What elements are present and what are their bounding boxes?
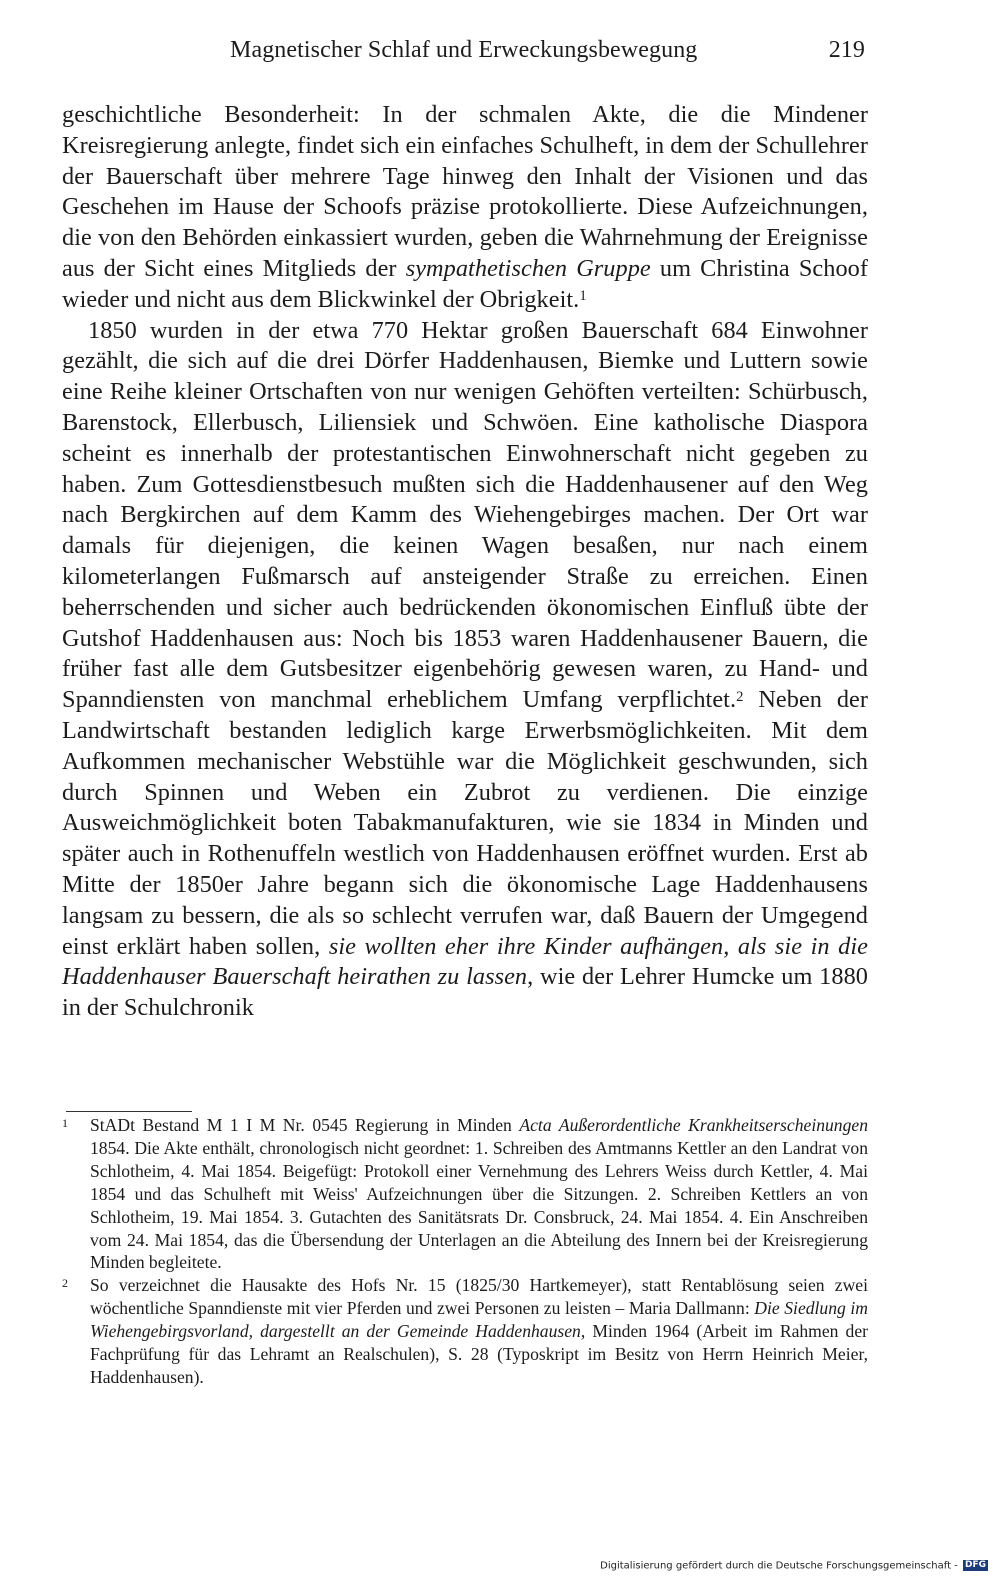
text-span: geschichtliche Besonderheit: In der schmalen Akte, die die Mindener Kreisregierung anlegte, findet sich ein einfaches Schulheft, in dem der Schullehrer der Bauerschaft über mehrere Tage hinweg den Inhalt der Visionen und das Geschehen im Hause der Schoofs präzise protokollierte. Diese Aufzeichnungen, die von den Behörden einkassiert wurden, geben die Wahrnehmung der Ereignisse aus der Sicht eines Mitglieds der (62, 101, 868, 282)
page-number: 219 (828, 37, 865, 63)
text-span: , wie der Lehrer Humcke um 1880 in der Schulchronik (62, 963, 868, 1022)
italic-span: sympathetischen Gruppe (405, 254, 651, 282)
footnote-ref-1[interactable]: 1 (579, 288, 587, 305)
paragraph-2 (62, 316, 868, 1024)
text-span: , Minden 1964 (Arbeit im Rahmen der Fachprüfung für das Lehramt an Realschulen), S. 28 (Typoskript im Besitz von Herrn Heinrich Meier, Haddenhausen). (90, 1321, 868, 1387)
footnote-separator (66, 1111, 192, 1112)
footnote-ref-2[interactable]: 2 (736, 688, 744, 705)
credit-text: Digitalisierung gefördert durch die Deutsche Forschungsgemeinschaft - (600, 1560, 958, 1571)
footnote-2 (62, 1274, 868, 1389)
text-span: um Christina Schoof wieder und nicht aus dem Blickwinkel der Obrigkeit. (62, 254, 868, 313)
text-span: Neben der Landwirtschaft bestanden lediglich karge Erwerbsmöglichkeiten. Mit dem Aufkommen mechanischer Webstühle war die Möglichkeit geschwunden, sich durch Spinnen und Weben ein Zubrot zu verdienen. Die einzige Ausweichmöglichkeit boten Tabakmanufakturen, wie sie 1834 in Minden und später auch in Rothenuffeln westlich von Haddenhausen eröffnet wurden. Erst ab Mitte der 1850er Jahre begann sich die ökonomische Lage Haddenhausens langsam zu bessern, die als so schlecht verrufen war, daß Bauern der Umgegend einst erklärt haben sollen, (62, 686, 869, 960)
footnote-number: 1 (62, 1116, 68, 1130)
main-text (62, 100, 868, 1024)
footnote-number: 2 (62, 1276, 68, 1291)
italic-span: Die Siedlung im Wiehengebirgsvorland, dargestellt an der Gemeinde Haddenhausen (90, 1298, 868, 1342)
italic-span: sie wollten eher ihre Kinder aufhängen, als sie in die Haddenhauser Bauerschaft heirathen zu lassen (62, 932, 868, 991)
italic-span: Acta Außerordentliche Krankheitserscheinungen (519, 1115, 868, 1135)
text-span: StADt Bestand M 1 I M Nr. 0545 Regierung in Minden (90, 1115, 520, 1135)
text-span: 1850 wurden in der etwa 770 Hektar großen Bauerschaft 684 Einwohner gezählt, die sich auf die drei Dörfer Haddenhausen, Biemke und Luttern sowie eine Reihe kleiner Ortschaften von nur wenigen Gehöften verteilten: Schürbusch, Barenstock, Ellerbusch, Liliensiek und Schwöen. Eine katholische Diaspora scheint es innerhalb der protestantischen Einwohnerschaft nicht gegeben zu haben. Zum Gottesdienstbesuch mußten sich die Haddenhausener auf den Weg nach Bergkirchen auf dem Kamm des Wiehengebirges machen. Der Ort war damals für diejenigen, die keinen Wagen besaßen, nur nach einem kilometerlangen Fußmarsch auf ansteigender Straße zu erreichen. Einen beherrschenden und sicher auch bedrückenden ökonomischen Einfluß übte der Gutshof Haddenhausen aus: Noch bis 1853 waren Haddenhausener Bauern, die früher fast alle dem Gutsbesitzer eigenbehörig gewesen waren, zu Hand- und Spanndiensten von manchmal erheblichem Umfang verpflichtet. (62, 316, 868, 714)
footnotes (62, 1114, 868, 1389)
digitization-credit (600, 1560, 988, 1573)
text-span: 1854. Die Akte enthält, chronologisch nicht geordnet: 1. Schreiben des Amtmanns Kettler an den Landrat von Schlotheim, 4. Mai 1854. Beigefügt: Protokoll einer Vernehmung des Lehrers Weiss durch Kettler, 4. Mai 1854 und das Schulheft mit Weiss' Aufzeichnungen über die Sitzungen. 2. Schreiben Kettlers an von Schlotheim, 19. Mai 1854. 3. Gutachten des Sanitätsrats Dr. Consbruck, 24. Mai 1854. 4. Ein Anschreiben vom 24. Mai 1854, das die Übersendung der Unterlagen an die Abteilung des Innern bei der Kreisregierung Minden begleitete. (90, 1137, 868, 1273)
paragraph-1 (62, 100, 868, 316)
running-title: Magnetischer Schlaf und Erweckungsbewegung (230, 37, 698, 63)
dfg-logo: DFG (964, 1559, 986, 1570)
text-span: So verzeichnet die Hausakte des Hofs Nr. 15 (1825/30 Hartkemeyer), statt Rentablösung seien zwei wöchentliche Spanndienste mit vier Pferden und zwei Personen zu leisten – Maria Dallmann: (90, 1275, 868, 1319)
footnote-1 (62, 1114, 868, 1274)
